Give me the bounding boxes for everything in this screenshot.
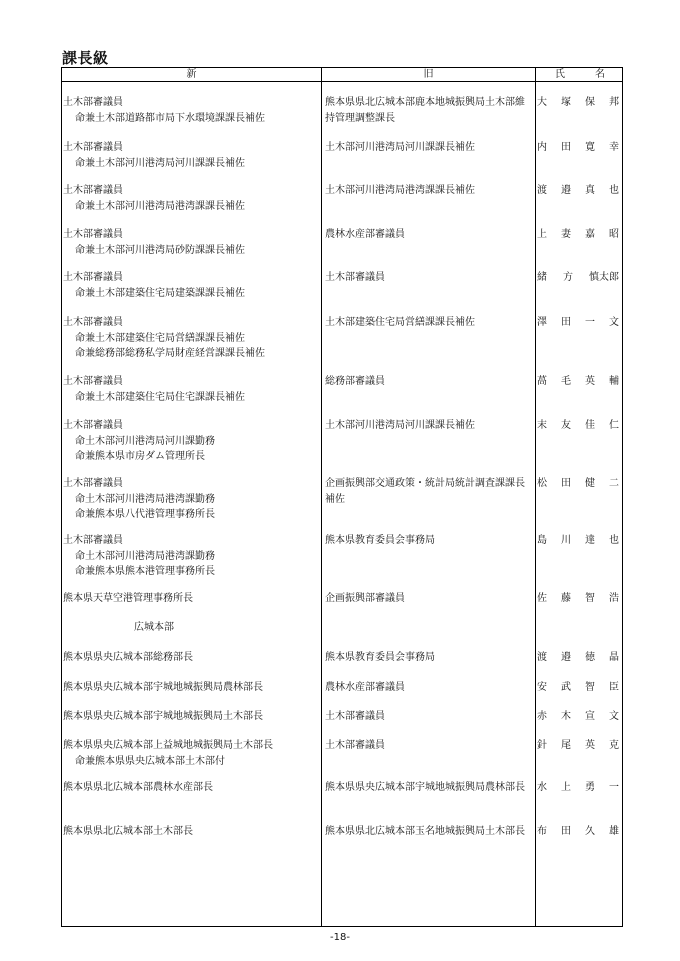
new-position-sub: 命兼土木部河川港湾局砂防課課長補佐: [75, 244, 245, 256]
row-old-position: 熊本県県北広城本部鹿本地城振興局土木部維持管理調整課長: [325, 97, 525, 124]
name-char: 水: [537, 782, 547, 793]
name-char: 萵: [537, 376, 547, 387]
name-char: 赤: [537, 711, 547, 722]
row-new-position: [63, 591, 320, 607]
name-char: 輔: [609, 376, 619, 387]
name-char: 緒: [537, 272, 547, 283]
column-divider: [321, 68, 322, 926]
new-position-main: 熊本県県央広城本部総務部長: [63, 652, 193, 663]
new-position-main: 土木部審議員: [63, 142, 123, 153]
name-char: 徳: [585, 652, 595, 663]
name-char: 昭: [609, 229, 619, 240]
new-position-sub: 命土木部河川港湾局河川課勤務: [75, 435, 215, 447]
name-char: 島: [537, 535, 547, 546]
row-new-position: [63, 418, 320, 465]
row-person-name: [537, 533, 622, 549]
name-char: 臣: [609, 682, 619, 693]
new-position-main: 熊本県県北広城本部農林水産部長: [63, 782, 213, 793]
name-char: 澤: [537, 317, 547, 328]
row-old-position: 土木部河川港湾局河川課課長補佐: [325, 420, 475, 431]
row-person-name: [537, 95, 622, 111]
name-char: 一: [585, 317, 595, 328]
new-position-sub: 命土木部河川港湾局港湾課勤務: [75, 550, 215, 562]
row-person-name: [537, 476, 622, 492]
row-new-position: [63, 738, 320, 769]
name-char: 雄: [609, 826, 619, 837]
column-divider: [535, 68, 536, 926]
name-char: 智: [585, 593, 595, 604]
row-new-position: [63, 140, 320, 171]
name-char: 川: [561, 535, 571, 546]
row-person-name: [537, 650, 622, 666]
section-label: 広城本部: [134, 622, 174, 633]
row-old-position: 企画振興部審議員: [325, 593, 405, 604]
row-old-position: 農林水産部審議員: [325, 229, 405, 240]
name-char: 邦: [609, 97, 619, 108]
name-char: 田: [561, 826, 571, 837]
name-char: 達: [585, 535, 595, 546]
name-char: 浩: [609, 593, 619, 604]
row-old-position: 土木部河川港湾局河川課課長補佐: [325, 142, 475, 153]
name-char: 佐: [537, 593, 547, 604]
row-person-name: [537, 709, 622, 725]
name-char: 内: [537, 142, 547, 153]
new-position-sub: 命兼総務部総務私学局財産経営課課長補佐: [75, 348, 265, 359]
name-char: 田: [561, 317, 571, 328]
new-position-sub: 命兼土木部道路都市局下水環境課課長補佐: [75, 112, 265, 124]
row-person-name: [537, 315, 622, 331]
name-char: 仁: [609, 420, 619, 431]
row-old-position: 熊本県教育委員会事務局: [325, 535, 435, 546]
row-new-position: [63, 315, 320, 362]
name-char: 健: [585, 478, 595, 489]
name-char: 藤: [561, 593, 571, 604]
name-char: 渡: [537, 652, 547, 663]
name-char: 友: [561, 420, 571, 431]
name-char: 英: [585, 376, 595, 387]
header-divider: [62, 81, 622, 82]
name-char: 智: [585, 682, 595, 693]
name-char: 木: [561, 711, 571, 722]
name-char: 一: [609, 782, 619, 793]
new-position-sub: 命兼熊本県八代港管理事務所長: [75, 509, 215, 520]
name-char: 也: [609, 535, 619, 546]
name-char: 安: [537, 682, 547, 693]
name-char: 二: [609, 478, 619, 489]
name-char: 克: [609, 740, 619, 751]
name-char: 武: [561, 682, 571, 693]
name-char: 上: [537, 229, 547, 240]
name-char: 嘉: [585, 229, 595, 240]
row-person-name: [537, 780, 622, 796]
new-position-sub: 命土木部河川港湾局港湾課勤務: [75, 493, 215, 505]
name-char: 文: [609, 317, 619, 328]
name-char: 久: [585, 826, 595, 837]
row-new-position: [63, 824, 320, 840]
row-new-position: [63, 709, 320, 725]
new-position-main: 熊本県県央広城本部宇城地城振興局土木部長: [63, 711, 263, 722]
row-person-name: [537, 418, 622, 434]
new-position-main: 土木部審議員: [63, 376, 123, 387]
row-new-position: [63, 95, 320, 126]
new-position-main: 熊本県県北広城本部土木部長: [63, 826, 193, 837]
new-position-main: 熊本県天草空港管理事務所長: [63, 593, 193, 604]
new-position-main: 土木部審議員: [63, 185, 123, 196]
name-char: 宣: [585, 711, 595, 722]
row-person-name: [537, 227, 622, 243]
name-char: 松: [537, 478, 547, 489]
name-char: 渡: [537, 185, 547, 196]
row-person-name: [537, 824, 622, 840]
name-char: 塚: [561, 97, 571, 108]
new-position-main: 熊本県県央広城本部宇城地城振興局農林部長: [63, 682, 263, 693]
row-old-position: 熊本県県央広城本部宇城地城振興局農林部長: [325, 782, 525, 793]
header-new: 新: [186, 69, 197, 80]
row-person-name: [537, 738, 622, 754]
row-old-position: 土木部審議員: [325, 711, 385, 722]
page-title: 課長級: [62, 49, 109, 67]
row-old-position: 土木部建築住宅局営繕課課長補佐: [325, 317, 475, 328]
row-person-name: [537, 270, 622, 286]
name-char: 方: [563, 272, 573, 283]
name-char: 上: [561, 782, 571, 793]
name-char: 邉: [561, 652, 571, 663]
row-old-position: 土木部河川港湾局港湾課課長補佐: [325, 185, 475, 196]
row-new-position: [63, 270, 320, 301]
new-position-main: 土木部審議員: [63, 478, 123, 489]
row-new-position: [63, 374, 320, 405]
name-char: 布: [537, 826, 547, 837]
row-person-name: [537, 140, 622, 156]
row-new-position: [63, 680, 320, 696]
new-position-sub: 命兼熊本県市房ダム管理所長: [75, 451, 205, 462]
row-new-position: [63, 533, 320, 580]
row-new-position: [63, 227, 320, 258]
row-old-position: 土木部審議員: [325, 272, 385, 283]
new-position-main: 土木部審議員: [63, 272, 123, 283]
row-old-position: 土木部審議員: [325, 740, 385, 751]
new-position-main: 土木部審議員: [63, 420, 123, 431]
name-char: 保: [585, 97, 595, 108]
name-char: 幸: [609, 142, 619, 153]
new-position-main: 熊本県県央広城本部上益城地城振興局土木部長: [63, 740, 273, 751]
new-position-sub: 命兼土木部河川港湾局港湾課課長補佐: [75, 200, 245, 212]
name-char: 邉: [561, 185, 571, 196]
new-position-main: 土木部審議員: [63, 97, 123, 108]
name-char: 大: [537, 97, 547, 108]
row-new-position: [63, 476, 320, 523]
row-old-position: 企画振興部交通政策・統計局統計調査課課長補佐: [325, 478, 525, 505]
row-person-name: [537, 680, 622, 696]
row-person-name: [537, 374, 622, 390]
name-char: 尾: [561, 740, 571, 751]
name-char: 真: [585, 185, 595, 196]
new-position-main: 土木部審議員: [63, 229, 123, 240]
header-name: 氏 名: [555, 69, 615, 80]
row-old-position: 総務部審議員: [325, 376, 385, 387]
row-old-position: 熊本県県北広城本部玉名地城振興局土木部長: [325, 826, 525, 837]
name-char: 毛: [561, 376, 571, 387]
name-char: 文: [609, 711, 619, 722]
row-new-position: [63, 780, 320, 796]
new-position-sub: 命兼熊本県県央広城本部土木部付: [75, 755, 225, 767]
new-position-sub: 命兼土木部建築住宅局建築課課長補佐: [75, 287, 245, 299]
name-char: 針: [537, 740, 547, 751]
name-char: 田: [561, 142, 571, 153]
name-char: 勇: [585, 782, 595, 793]
row-person-name: [537, 591, 622, 607]
name-char: 末: [537, 420, 547, 431]
page-number: -18-: [330, 932, 350, 943]
new-position-sub: 命兼土木部河川港湾局河川課課長補佐: [75, 157, 245, 169]
new-position-main: 土木部審議員: [63, 317, 123, 328]
row-old-position: 熊本県教育委員会事務局: [325, 652, 435, 663]
row-person-name: [537, 183, 622, 199]
name-char: 田: [561, 478, 571, 489]
name-char: 慎太郎: [589, 272, 619, 283]
new-position-sub: 命兼土木部建築住宅局営繕課課長補佐: [75, 332, 245, 344]
header-old: 旧: [423, 69, 434, 80]
new-position-main: 土木部審議員: [63, 535, 123, 546]
name-char: 寛: [585, 142, 595, 153]
row-old-position: 農林水産部審議員: [325, 682, 405, 693]
name-char: 妻: [561, 229, 571, 240]
new-position-sub: 命兼熊本県熊本港管理事務所長: [75, 566, 215, 577]
row-new-position: [63, 650, 320, 666]
name-char: 佳: [585, 420, 595, 431]
row-new-position: [63, 183, 320, 214]
name-char: 英: [585, 740, 595, 751]
name-char: 也: [609, 185, 619, 196]
new-position-sub: 命兼土木部建築住宅局住宅課課長補佐: [75, 391, 245, 403]
name-char: 晶: [609, 652, 619, 663]
